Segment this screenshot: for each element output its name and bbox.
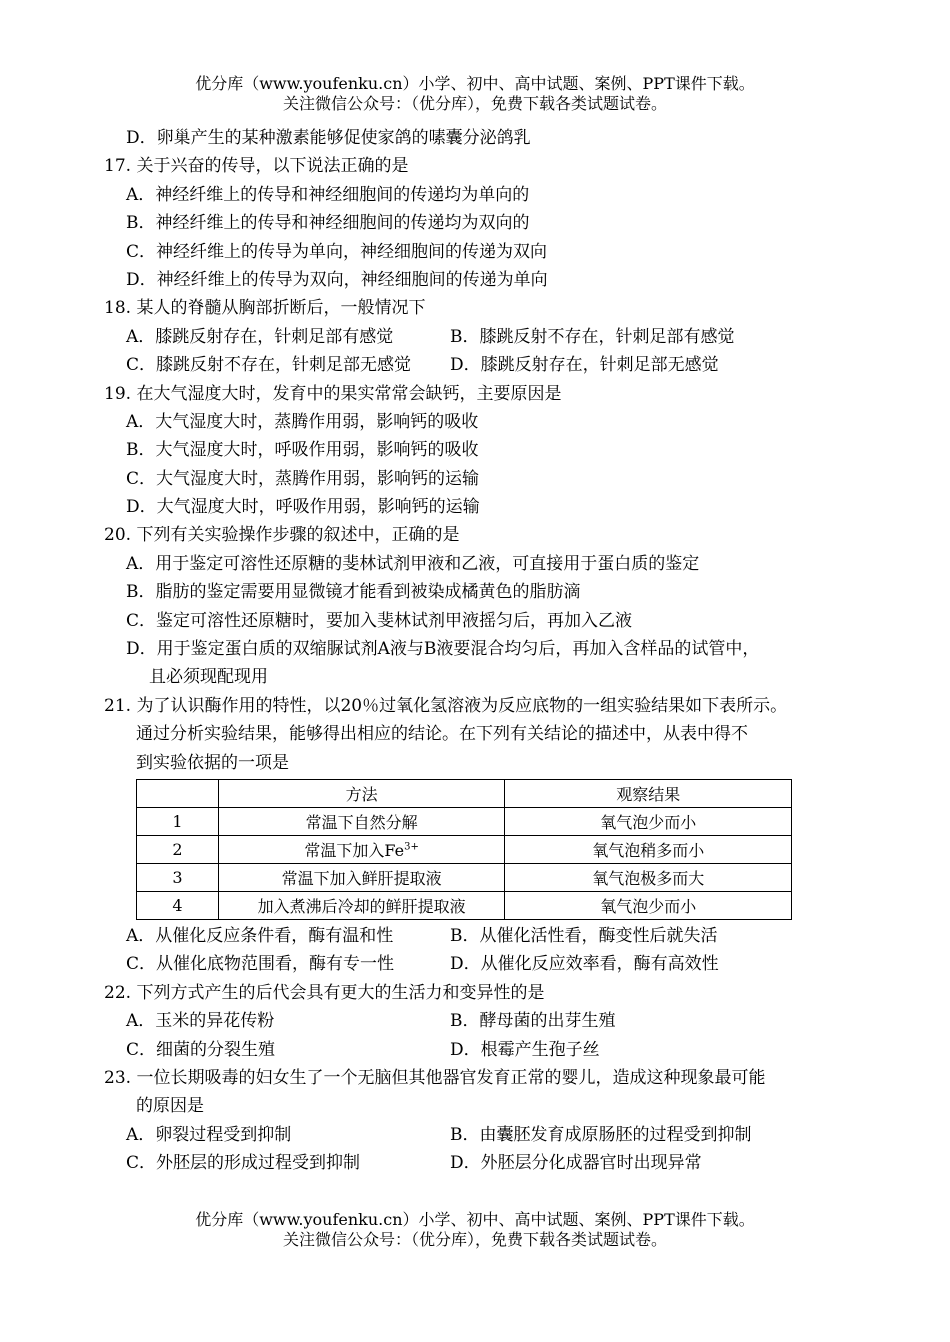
q23-options-row-2 (104, 1149, 864, 1177)
q21-option-c: C．从催化底物范围看，酶有专一性 (126, 954, 395, 975)
table-cell-index: 1 (137, 807, 219, 835)
method-text: 常温下加入Fe (304, 840, 405, 860)
q18-option-c: C．膝跳反射不存在，针刺足部无感觉 (126, 355, 412, 376)
table-cell-result: 氧气泡稍多而小 (505, 835, 792, 863)
q23-option-d: D．外胚层分化成器官时出现异常 (450, 1153, 702, 1174)
table-header-result: 观察结果 (505, 779, 792, 807)
q23-options-row-1 (104, 1121, 864, 1149)
exam-content (104, 124, 864, 1178)
table-cell-result: 氧气泡少而小 (505, 891, 792, 919)
q22-options-row-2 (104, 1036, 864, 1064)
table-cell-method: 加入煮沸后冷却的鲜肝提取液 (218, 891, 505, 919)
q21-option-d: D．从催化反应效率看，酶有高效性 (450, 954, 719, 975)
q17-stem: 17. 关于兴奋的传导，以下说法正确的是 (104, 156, 409, 177)
q23-stem-line-2: 的原因是 (136, 1096, 204, 1117)
page-footer (0, 1210, 950, 1250)
q23-option-b: B．由囊胚发育成原肠胚的过程受到抑制 (450, 1124, 752, 1145)
q21-option-a: A．从催化反应条件看，酶有温和性 (126, 925, 394, 946)
q21-options-row-2 (104, 950, 864, 978)
footer-line-1: 优分库（www.youfenku.cn）小学、初中、高中试题、案例、PPT课件下载。 (195, 1210, 755, 1229)
header-line-2: 关注微信公众号：（优分库），免费下载各类试题试卷。 (282, 94, 667, 113)
table-cell-index: 4 (137, 891, 219, 919)
table-cell-method: 常温下自然分解 (218, 807, 505, 835)
q20-option-b: B．脂肪的鉴定需要用显微镜才能看到被染成橘黄色的脂肪滴 (126, 582, 581, 603)
q19-option-d: D．大气湿度大时，呼吸作用弱，影响钙的运输 (126, 497, 480, 518)
q19-option-c: C．大气湿度大时，蒸腾作用弱，影响钙的运输 (126, 468, 480, 489)
q20-option-d-continued: 且必须现配现用 (149, 667, 268, 688)
table-row (137, 835, 792, 863)
q18-option-a: A．膝跳反射存在，针刺足部有感觉 (126, 326, 394, 347)
table-header-method: 方法 (218, 779, 505, 807)
table-header-row (137, 779, 792, 807)
q22-option-d: D．根霉产生孢子丝 (450, 1039, 600, 1060)
table-header-index (137, 779, 219, 807)
table-cell-result: 氧气泡少而小 (505, 807, 792, 835)
q20-stem: 20. 下列有关实验操作步骤的叙述中，正确的是 (104, 525, 460, 546)
q18-stem: 18. 某人的脊髓从胸部折断后，一般情况下 (104, 298, 426, 319)
q22-option-a: A．玉米的异花传粉 (126, 1011, 275, 1032)
q20-option-a: A．用于鉴定可溶性还原糖的斐林试剂甲液和乙液，可直接用于蛋白质的鉴定 (126, 553, 700, 574)
table-cell-result: 氧气泡极多而大 (505, 863, 792, 891)
q21-stem-line-3: 到实验依据的一项是 (136, 752, 289, 773)
q17-option-d: D．神经纤维上的传导为双向，神经细胞间的传递为单向 (126, 269, 548, 290)
table-cell-method: 常温下加入鲜肝提取液 (218, 863, 505, 891)
header-line-1: 优分库（www.youfenku.cn）小学、初中、高中试题、案例、PPT课件下载。 (195, 74, 755, 93)
q21-stem: 21. 为了认识酶作用的特性，以20％过氧化氢溶液为反应底物的一组实验结果如下表所示。 (104, 695, 788, 716)
page-header (0, 74, 950, 114)
q17-option-c: C．神经纤维上的传导为单向，神经细胞间的传递为双向 (126, 241, 548, 262)
table-cell-index: 3 (137, 863, 219, 891)
q16-option-d: D．卵巢产生的某种激素能够促使家鸽的嗉囊分泌鸽乳 (126, 128, 531, 148)
footer-line-2: 关注微信公众号：（优分库），免费下载各类试题试卷。 (282, 1230, 667, 1249)
table-row (137, 863, 792, 891)
q18-option-d: D．膝跳反射存在，针刺足部无感觉 (450, 355, 719, 376)
q21-options-row-1 (104, 922, 864, 950)
q20-option-c: C．鉴定可溶性还原糖时，要加入斐林试剂甲液摇匀后，再加入乙液 (126, 610, 633, 631)
q22-option-b: B．酵母菌的出芽生殖 (450, 1011, 616, 1032)
q21-result-table (136, 779, 792, 920)
q21-option-b: B．从催化活性看，酶变性后就失活 (450, 925, 718, 946)
q22-options-row-1 (104, 1007, 864, 1035)
q21-stem-line-2: 通过分析实验结果，能够得出相应的结论。在下列有关结论的描述中，从表中得不 (136, 724, 748, 745)
table-row (137, 807, 792, 835)
table-row (137, 891, 792, 919)
table-cell-method (218, 835, 505, 863)
table-cell-index: 2 (137, 835, 219, 863)
ion-charge: 3+ (404, 841, 419, 853)
q19-option-a: A．大气湿度大时，蒸腾作用弱，影响钙的吸收 (126, 411, 479, 432)
q19-option-b: B．大气湿度大时，呼吸作用弱，影响钙的吸收 (126, 440, 479, 461)
q22-option-c: C．细菌的分裂生殖 (126, 1039, 276, 1060)
q22-stem: 22. 下列方式产生的后代会具有更大的生活力和变异性的是 (104, 982, 545, 1003)
q18-option-b: B．膝跳反射不存在，针刺足部有感觉 (450, 326, 735, 347)
q23-stem: 23. 一位长期吸毒的妇女生了一个无脑但其他器官发育正常的婴儿，造成这种现象最可能 (104, 1067, 766, 1088)
q17-option-b: B．神经纤维上的传导和神经细胞间的传递均为双向的 (126, 213, 530, 234)
q18-options-row-1 (104, 323, 864, 351)
q23-option-c: C．外胚层的形成过程受到抑制 (126, 1153, 361, 1174)
q18-options-row-2 (104, 351, 864, 379)
q17-option-a: A．神经纤维上的传导和神经细胞间的传递均为单向的 (126, 184, 530, 205)
q23-option-a: A．卵裂过程受到抑制 (126, 1124, 292, 1145)
q19-stem: 19. 在大气湿度大时，发育中的果实常常会缺钙，主要原因是 (104, 383, 562, 404)
q20-option-d: D．用于鉴定蛋白质的双缩脲试剂A液与B液要混合均匀后，再加入含样品的试管中， (126, 639, 760, 660)
